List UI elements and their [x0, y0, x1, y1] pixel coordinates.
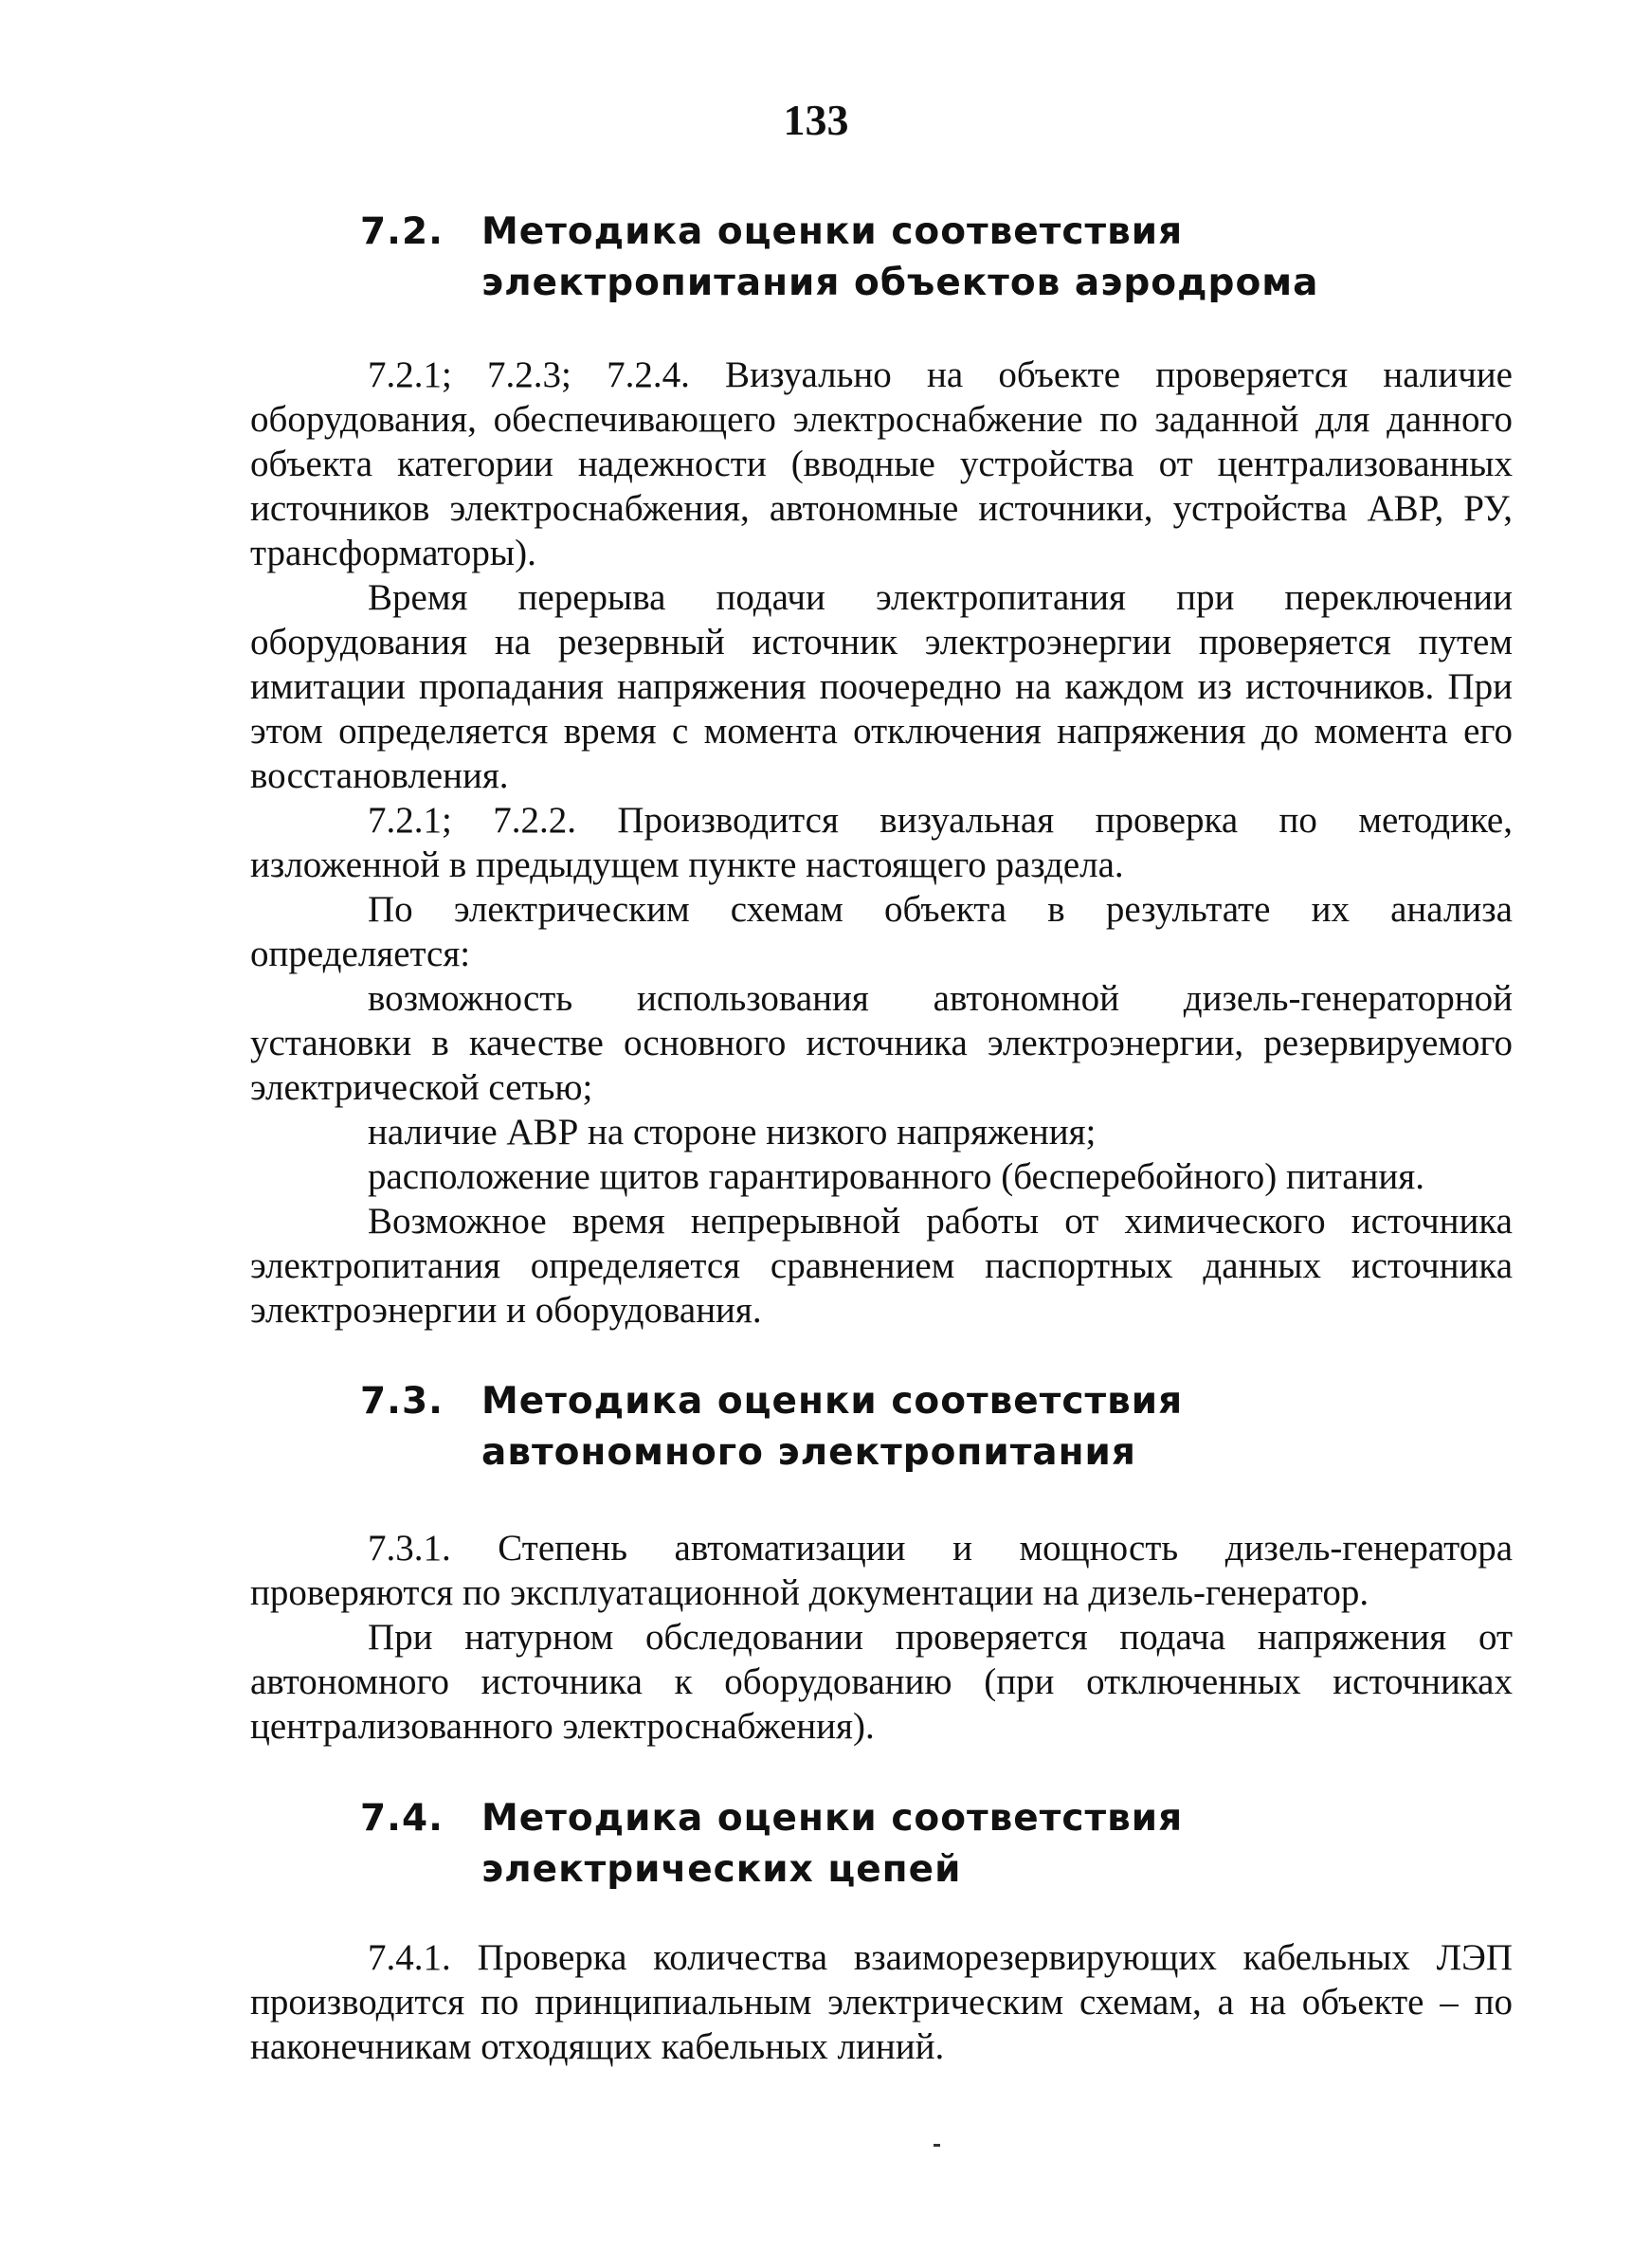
paragraph: 7.4.1. Проверка количества взаиморезервирующих кабельных ЛЭП производится по принципиальным электрическим схемам, а на объекте – по наконечникам отходящих кабельных линий. [250, 1937, 1513, 2067]
section-number: 7.3. [360, 1380, 444, 1423]
section-title-line: автономного электропитания [481, 1431, 1136, 1474]
paragraph: По электрическим схемам объекта в результате их анализа определяется: [250, 889, 1513, 974]
paragraph: Время перерыва подачи электропитания при переключении оборудования на резервный источник электроэнергии проверяется путем имитации пропадания напряжения поочередно на каждом из источников. При этом определяется время с момента отключения напряжения до момента его восстановления. [250, 577, 1513, 796]
section-title-line: электропитания объектов аэродрома [481, 262, 1319, 304]
paragraph: расположение щитов гарантированного (бесперебойного) питания. [368, 1156, 1424, 1197]
section-heading-7-3 [360, 1376, 1497, 1479]
section-number: 7.4. [360, 1797, 444, 1840]
paragraph: наличие АВР на стороне низкого напряжения; [368, 1112, 1097, 1152]
section-body-7-3 [250, 1526, 1513, 1749]
section-title-line: Методика оценки соответствия [481, 210, 1184, 253]
section-heading-7-4 [360, 1793, 1497, 1896]
page-number: 133 [783, 96, 849, 144]
section-title-line: электрических цепей [481, 1848, 962, 1891]
section-body-7-2 [250, 353, 1513, 1333]
paragraph: 7.2.1; 7.2.3; 7.2.4. Визуально на объекте проверяется наличие оборудования, обеспечивающего электроснабжение по заданной для данного объекта категории надежности (вводные устройства от централизованных источников электроснабжения, автономные источники, устройства АВР, РУ, трансформаторы). [250, 354, 1513, 573]
paragraph: возможность использования автономной дизель-генераторной установки в качестве основного источника электроэнергии, резервируемого электрической сетью; [250, 978, 1513, 1108]
section-title-line: Методика оценки соответствия [481, 1797, 1184, 1840]
section-heading-7-2 [360, 207, 1497, 309]
section-body-7-4 [250, 1935, 1513, 2069]
paragraph: При натурном обследовании проверяется подача напряжения от автономного источника к оборудованию (при отключенных источниках централизованного электроснабжения). [250, 1617, 1513, 1747]
section-title-line: Методика оценки соответствия [481, 1380, 1184, 1423]
scan-mark [934, 2144, 940, 2147]
paragraph: Возможное время непрерывной работы от химического источника электропитания определяется сравнением паспортных данных источника электроэнергии и оборудования. [250, 1201, 1513, 1331]
section-number: 7.2. [360, 210, 444, 253]
paragraph: 7.3.1. Степень автоматизации и мощность дизель-генератора проверяются по эксплуатационной документации на дизель-генератор. [250, 1528, 1513, 1613]
paragraph: 7.2.1; 7.2.2. Производится визуальная проверка по методике, изложенной в предыдущем пункте настоящего раздела. [250, 800, 1513, 885]
